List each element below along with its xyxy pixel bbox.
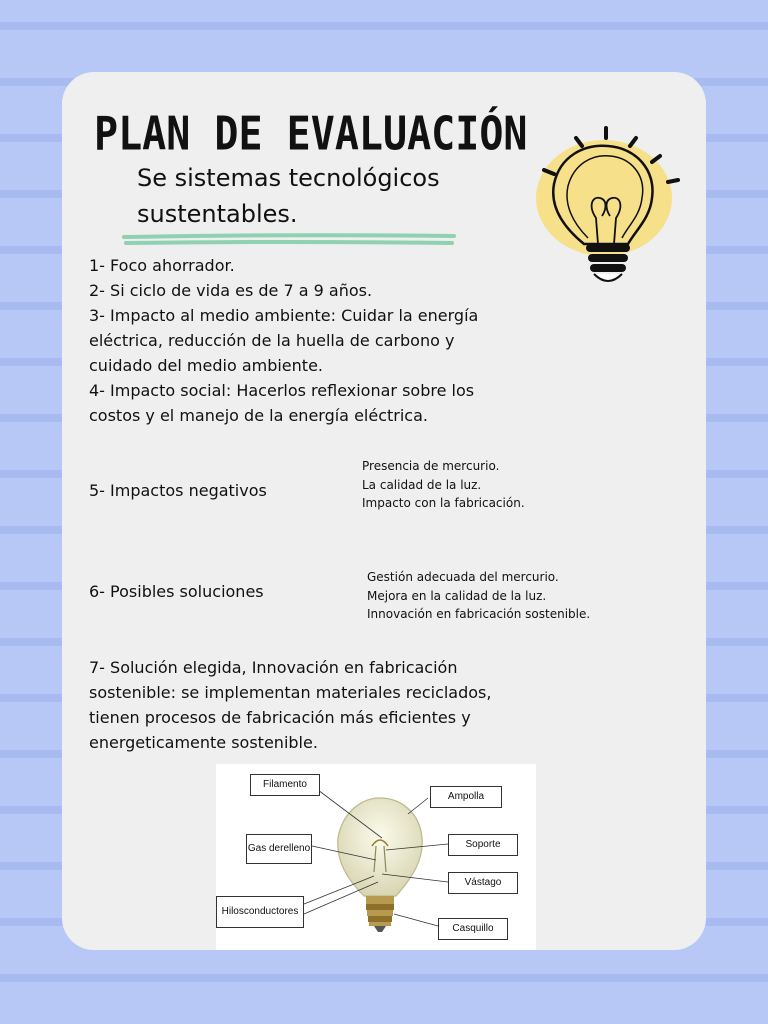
label-hilos-conductores <box>216 896 304 928</box>
label-casquillo: Casquillo <box>438 918 508 940</box>
list-item: 3- Impacto al medio ambiente: Cuidar la energía <box>89 306 479 325</box>
list-item: La calidad de la luz. <box>362 477 482 492</box>
negative-impacts-list <box>362 457 525 513</box>
list-item: 4- Impacto social: Hacerlos reflexionar sobre los <box>89 381 475 400</box>
label-gas-line: relleno <box>280 843 311 854</box>
paragraph-line: sostenible: se implementan materiales reciclados, <box>89 683 492 702</box>
list-item: Mejora en la calidad de la luz. <box>367 588 547 603</box>
chosen-solution <box>89 655 609 755</box>
label-soporte: Soporte <box>448 834 518 856</box>
label-gas-line: Gas de <box>247 843 281 854</box>
page-title: PLAN DE EVALUACIÓN <box>94 108 528 161</box>
list-item: 2- Si ciclo de vida es de 7 a 9 años. <box>89 281 373 300</box>
list-item: eléctrica, reducción de la huella de carbono y <box>89 331 455 350</box>
label-vastago: Vástago <box>448 872 518 894</box>
list-item: 1- Foco ahorrador. <box>89 256 235 275</box>
evaluation-list <box>89 253 609 428</box>
subtitle-underline <box>122 232 458 248</box>
list-item: Gestión adecuada del mercurio. <box>367 570 559 584</box>
subtitle: Se sistemas tecnológicos sustentables. <box>137 164 440 228</box>
label-hilos-line: Hilos <box>221 906 244 917</box>
negative-impacts-label: 5- Impactos negativos <box>89 481 267 500</box>
label-filamento: Filamento <box>250 774 320 796</box>
label-gas-relleno <box>246 834 312 864</box>
list-item: cuidado del medio ambiente. <box>89 356 323 375</box>
solutions-label: 6- Posibles soluciones <box>89 582 264 601</box>
list-item: Impacto con la fabricación. <box>362 496 525 510</box>
paragraph-line: tienen procesos de fabricación más eficientes y <box>89 708 471 727</box>
list-item: Innovación en fabricación sostenible. <box>367 607 591 621</box>
bulb-diagram <box>216 764 536 950</box>
list-item: Presencia de mercurio. <box>362 459 500 473</box>
list-item: costos y el manejo de la energía eléctrica. <box>89 406 428 425</box>
label-ampolla: Ampolla <box>430 786 502 808</box>
solutions-list <box>367 568 590 624</box>
label-hilos-line: conductores <box>243 906 299 917</box>
paragraph-line: energeticamente sostenible. <box>89 733 318 752</box>
paragraph-line: 7- Solución elegida, Innovación en fabricación <box>89 658 458 677</box>
